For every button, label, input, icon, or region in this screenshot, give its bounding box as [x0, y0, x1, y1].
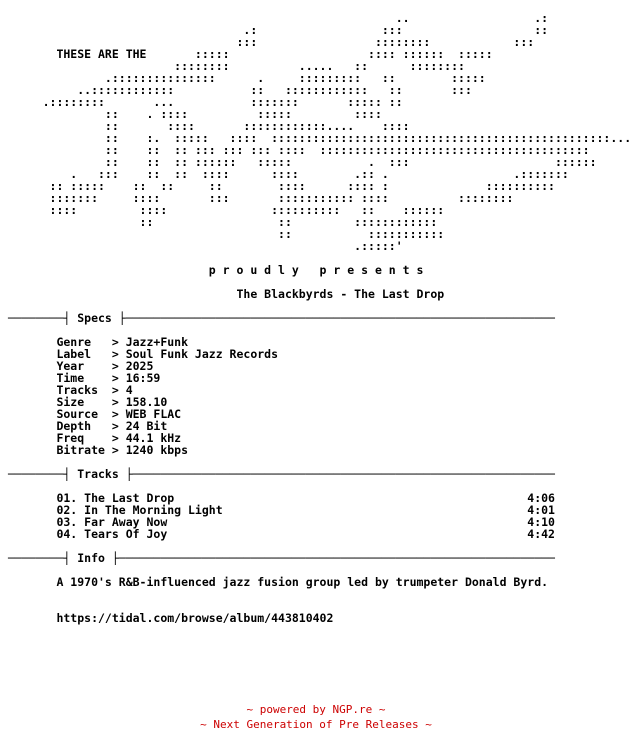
powered-by-prefix: ~ powered by [246, 703, 333, 716]
ngp-link[interactable]: NGP.re [332, 703, 373, 716]
powered-by-suffix: ~ [372, 703, 386, 716]
powered-by-line [0, 703, 632, 717]
tagline: ~ Next Generation of Pre Releases ~ [200, 718, 432, 731]
nfo-body: .. .: .: ::: :: ::: :::::::: ::: THESE ARE THE ::::: :::: :::::: ::::: :::::::: ..... :: :::::::: .::::::::::::::: . ::::::::: :: ::::: ..:::::::::::: :: :::::::::::: :: ::: .:::::::: ... ::::::: ::::: :: :: . :::: ::::: :::: :: :::: ::::::::::::.... :::: :: :. ::::: :::: :::::::::::::::::::::::::::::::::::::::::::::::::... :: :: :: ::: ::: ::: :::: ::::::::::::::::::::::::::::::::::::::: :: :: :: :::::: ::::: . ::: :::::: . ::: :: :: :::: :::: .:: . .::::::: :: ::::: :: :: :: :::: :::: : :::::::::: ::::::: :::: ::: ::::::::::: :::: :::::::: :::: :::: :::::::::: :: :::::: :: :: :::::::::::: :: ::::::::::: .:::::' p r o u d l y p r e s e n t s The Blackbyrds - The Last Drop ────────┤ Specs ├────────────────────────────────────────────────────────────── Genre > Jazz+Funk Label > Soul Funk Jazz Records Year > 2025 Time > 16:59 Tracks > 4 Size > 158.10 Source > WEB FLAC Depth > 24 Bit Freq > 44.1 kHz Bitrate > 1240 kbps ────────┤ Tracks ├───────────────────────────────────────────────────────────── 01. The Last Drop 4:06 02. In The Morning Light 4:01 03. Far Away Now 4:10 04. Tears Of Joy 4:42 ────────┤ Info ├─────────────────────────────────────────────────────────────── A 1970's R&B-influenced jazz fusion group led by trumpeter Donald Byrd. https://tidal.com/browse/album/443810402 [8, 11, 632, 625]
